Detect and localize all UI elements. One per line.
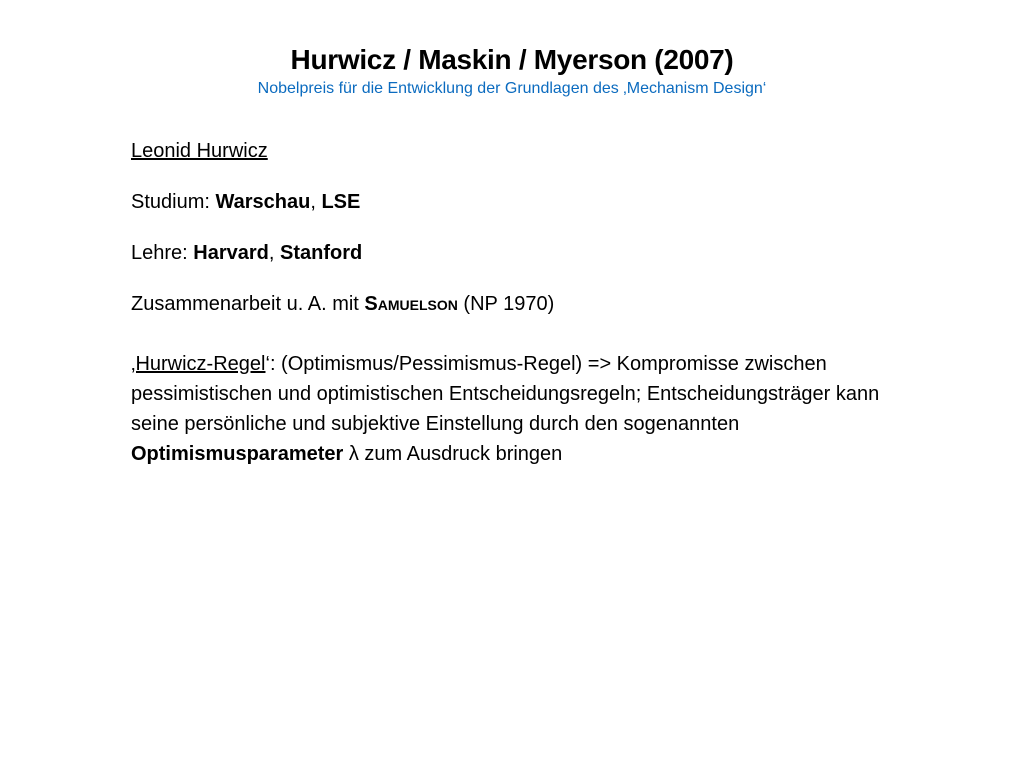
regel-highlight: Optimismusparameter: [131, 443, 344, 465]
studium-line: [131, 187, 911, 217]
studium-place-warschau: Warschau: [215, 191, 311, 213]
regel-end: λ zum Ausdruck bringen: [343, 443, 563, 465]
lehre-line: [131, 238, 911, 268]
studium-place-lse: LSE: [321, 191, 361, 213]
studium-label: Studium:: [131, 191, 216, 213]
zusammenarbeit-prefix: Zusammenarbeit u. A. mit: [131, 293, 365, 315]
lehre-separator: ,: [268, 242, 280, 264]
title-block: [0, 42, 1024, 100]
person-heading: [131, 136, 911, 166]
regel-term-close: ‘: [265, 353, 270, 375]
zusammenarbeit-name: Samuelson: [364, 293, 458, 315]
regel-paragraph: [131, 349, 911, 469]
zusammenarbeit-suffix: (NP 1970): [457, 293, 555, 315]
regel-text: : (Optimismus/Pessimismus-Regel) => Kompromisse zwischen pessimistischen und optimistischen Entscheidungsregeln; Entscheidungsträger kann seine persönliche und subjektive Einstellung durch den sogenannten: [131, 353, 880, 435]
studium-separator: ,: [310, 191, 322, 213]
slide-subtitle: Nobelpreis für die Entwicklung der Grundlagen des ‚Mechanism Design‘: [257, 80, 767, 97]
person-name: Leonid Hurwicz: [131, 140, 268, 162]
lehre-label: Lehre:: [131, 242, 194, 264]
lehre-place-harvard: Harvard: [193, 242, 269, 264]
zusammenarbeit-line: [131, 289, 911, 319]
regel-term: ‚Hurwicz-Regel: [131, 353, 266, 375]
lehre-place-stanford: Stanford: [280, 242, 363, 264]
slide-content: [131, 136, 911, 490]
slide-title: Hurwicz / Maskin / Myerson (2007): [290, 44, 734, 75]
